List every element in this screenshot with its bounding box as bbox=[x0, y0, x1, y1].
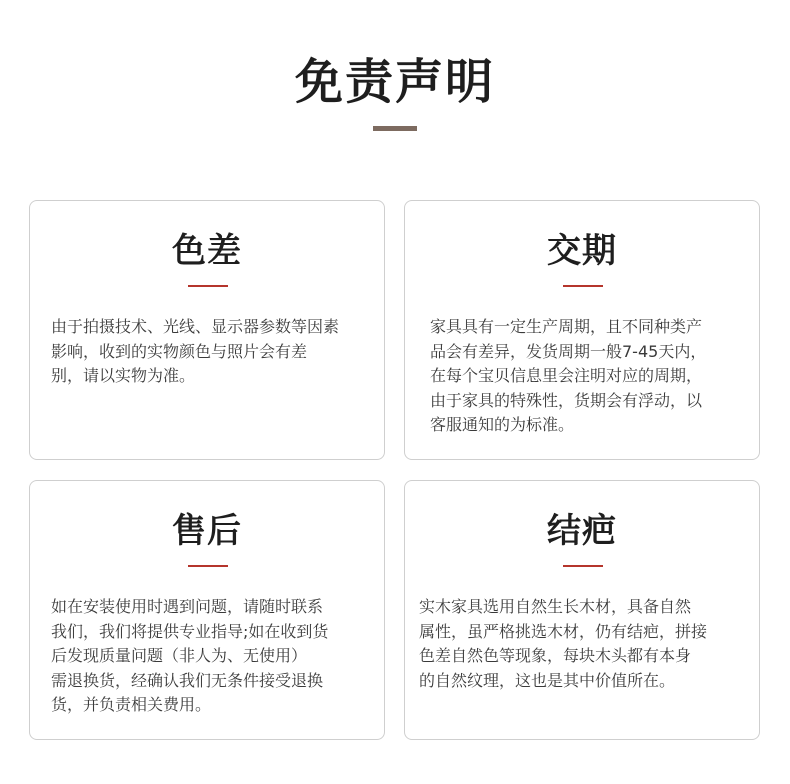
card-color-difference bbox=[29, 200, 385, 460]
card-body-line: 需退换货，经确认我们无条件接受退换 bbox=[51, 670, 324, 690]
card-title: 色差 bbox=[172, 231, 242, 271]
card-title-underline bbox=[188, 285, 228, 287]
card-after-sales bbox=[29, 480, 385, 740]
card-title-underline bbox=[563, 285, 603, 287]
card-body-line: 影响，收到的实物颜色与照片会有差 bbox=[51, 341, 308, 361]
card-delivery-time bbox=[404, 200, 760, 460]
card-body-line: 我们，我们将提供专业指导;如在收到货 bbox=[51, 621, 329, 641]
card-body-line: 色差自然色等现象，每块木头都有本身 bbox=[419, 646, 692, 665]
card-body-line: 属性，虽严格挑选木材，仍有结疤，拼接 bbox=[419, 621, 708, 641]
card-body-line: 品会有差异，发货周期一般7-45天内， bbox=[430, 341, 707, 361]
card-title-underline bbox=[188, 565, 228, 567]
card-body-line: 在每个宝贝信息里会注明对应的周期， bbox=[430, 366, 703, 385]
card-body-line: 货，并负责相关费用。 bbox=[51, 695, 212, 714]
card-body bbox=[430, 315, 742, 438]
card-body bbox=[51, 315, 381, 389]
card-body-line: 实木家具选用自然生长木材，具备自然 bbox=[419, 597, 692, 616]
card-body-line: 后发现质量问题（非人为、无使用） bbox=[51, 646, 308, 665]
card-title: 售后 bbox=[172, 511, 242, 551]
card-body bbox=[51, 595, 371, 718]
card-body-line: 客服通知的为标准。 bbox=[430, 415, 575, 434]
card-body-line: 别，请以实物为准。 bbox=[51, 366, 196, 385]
card-body-line: 由于拍摄技术、光线、显示器参数等因素 bbox=[51, 317, 340, 336]
card-body-line: 如在安装使用时遇到问题，请随时联系 bbox=[51, 597, 324, 616]
card-body bbox=[419, 595, 749, 693]
card-title-underline bbox=[563, 565, 603, 567]
title-underline bbox=[373, 126, 417, 131]
card-title: 交期 bbox=[547, 231, 617, 271]
card-body-line: 家具具有一定生产周期，且不同种类产 bbox=[430, 317, 703, 336]
card-body-line: 由于家具的特殊性，货期会有浮动，以 bbox=[430, 390, 703, 410]
card-wood-knots bbox=[404, 480, 760, 740]
card-title: 结疤 bbox=[547, 511, 617, 551]
card-body-line: 的自然纹理，这也是其中价值所在。 bbox=[419, 670, 676, 690]
page-title: 免责声明 bbox=[294, 54, 495, 110]
